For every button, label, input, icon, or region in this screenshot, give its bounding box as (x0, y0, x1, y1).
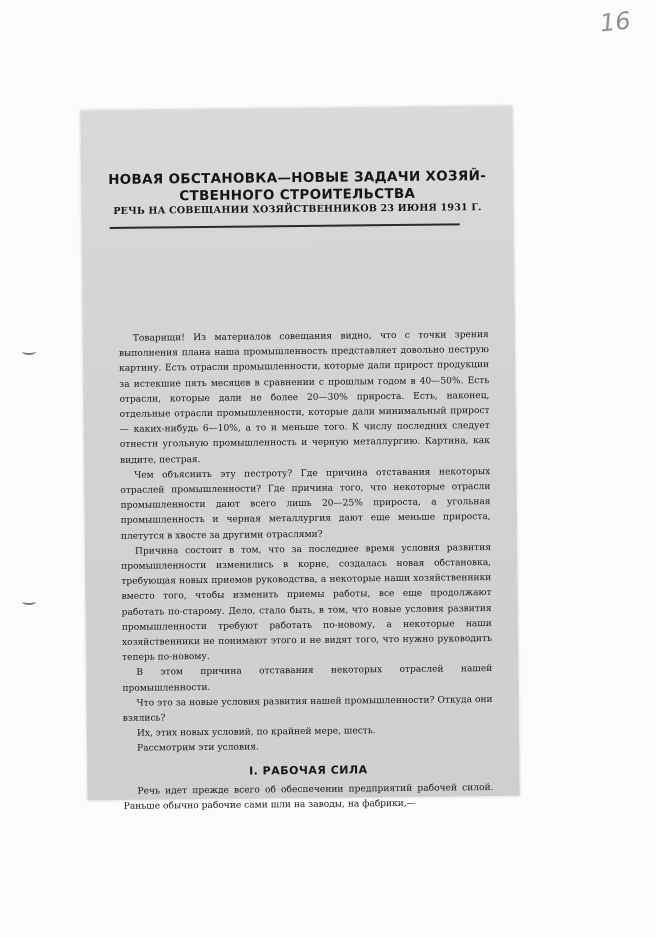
body-paragraph: Что это за новые условия развития нашей промышленности? Откуда они взялись? (122, 694, 493, 724)
body-paragraph: Причина состоит в том, что за последнее время условия развития промышленности изменились в корне, создалась новая обстановка, требующая новых приемов руководства, а некоторые наши хозяйственники вместо того, чтобы изменить приемы работы, все еще продолжают работать по-старому. Дело, стало быть, в том, что новые условия развития промышленности требуют работать по-новому, а некоторые наши хозяйственники не понимают этого и не видят того, что нужно руководить теперь по-новому. (121, 542, 493, 664)
title-line: СТВЕННОГО СТРОИТЕЛЬСТВА (179, 185, 416, 205)
document-title (105, 168, 489, 206)
binding-mark-upper (22, 348, 36, 355)
body-paragraph: Товарищи! Из материалов совещания видно, что с точки зрения выполнения плана наша промышленность представляет довольно пеструю картину. Есть отрасли промышленности, которые дали прирост продукции за истекшие пять месяцев в сравнении с прошлым годом в 40—50%. Есть отрасли, которые дали не более 20—30% прироста. Есть, наконец, отдельные отрасли промышленности, которые дали минимальный прирост — каких-нибудь 6—10%, а то и меньше того. К числу последних следует отнести угольную промышленность и черную металлургию. Картина, как видите, пестрая. (118, 330, 490, 466)
section-heading: I. РАБОЧАЯ СИЛА (248, 762, 368, 778)
body-paragraph: Рассмотрим эти условия. (137, 742, 259, 755)
document-sheet (80, 106, 519, 812)
body-paragraph: Их, этих новых условий, по крайней мере, шесть. (136, 726, 376, 740)
binding-mark-lower (22, 598, 36, 605)
document-body (119, 328, 494, 815)
archive-page-number: 16 (598, 6, 632, 38)
document-subtitle: РЕЧЬ НА СОВЕЩАНИИ ХОЗЯЙСТВЕННИКОВ 23 ИЮНЯ 1931 Г. (113, 202, 482, 217)
body-paragraph: В этом причина отставания некоторых отраслей нашей промышленности. (122, 664, 493, 694)
title-line: НОВАЯ ОБСТАНОВКА—НОВЫЕ ЗАДАЧИ ХОЗЯЙ- (108, 168, 487, 188)
title-divider (110, 223, 460, 229)
body-paragraph: Речь идет прежде всего об обеспечении предприятий рабочей силой. Раньше обычно рабочие сами шли на заводы, на фабрики,— (123, 782, 494, 812)
body-paragraph: Чем объяснить эту пестроту? Где причина отставания некоторых отраслей промышленности? Где причина того, что некоторые отрасли промышленности дают всего лишь 20—25% прироста, а угольная промышленность и черная металлургия дают еще меньше прироста, плетутся в хвосте за другими отраслями? (120, 466, 491, 542)
